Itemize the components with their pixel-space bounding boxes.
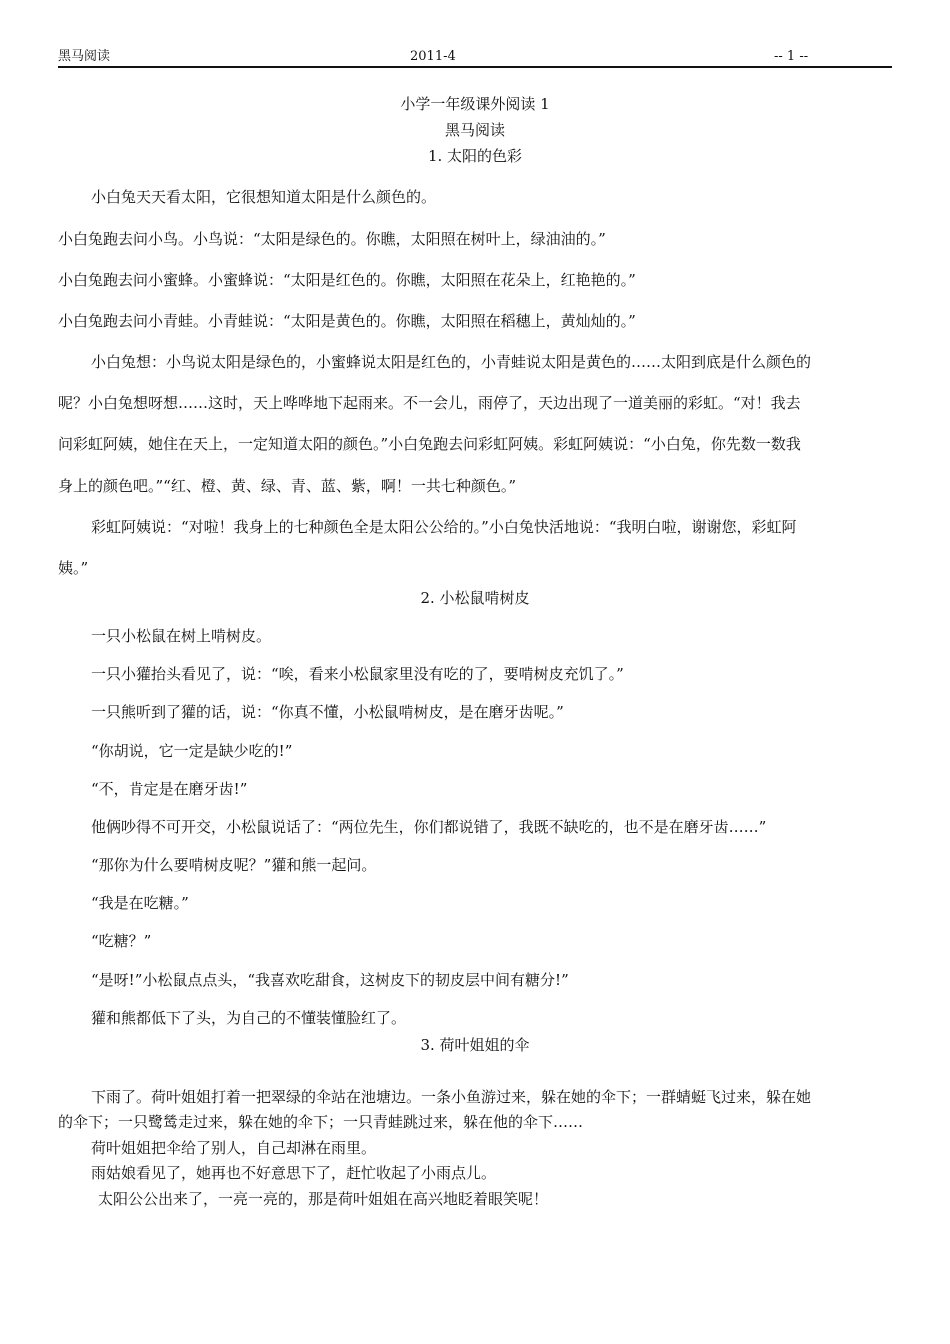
story1-paragraph: 小白兔天天看太阳，它很想知道太阳是什么颜色的。 — [91, 188, 437, 206]
story2-paragraph: “不，肯定是在磨牙齿!” — [91, 780, 248, 798]
story2-paragraph: 一只熊听到了獾的话，说：“你真不懂，小松鼠啃树皮，是在磨牙齿呢。” — [91, 703, 564, 721]
story1-paragraph: 彩虹阿姨说：“对啦！我身上的七种颜色全是太阳公公给的。”小白兔快活地说：“我明白啦，谢谢您，彩虹阿 — [91, 518, 797, 536]
story2-paragraph: “你胡说，它一定是缺少吃的!” — [91, 742, 293, 760]
story-title-2: 2. 小松鼠啃树皮 — [420, 589, 530, 607]
story1-paragraph: 呢？小白兔想呀想……这时，天上哗哗地下起雨来。不一会儿，雨停了，天边出现了一道美丽的彩虹。“对！我去 — [58, 394, 801, 412]
story1-paragraph: 小白兔跑去问小蜜蜂。小蜜蜂说：“太阳是红色的。你瞧，太阳照在花朵上，红艳艳的。” — [58, 271, 636, 289]
page-header — [58, 48, 892, 68]
header-date: 2011-4 — [410, 49, 456, 64]
document-subtitle: 黑马阅读 — [444, 121, 505, 139]
story1-paragraph: 小白兔想：小鸟说太阳是绿色的，小蜜蜂说太阳是红色的，小青蛙说太阳是黄色的……太阳到底是什么颜色的 — [91, 353, 812, 371]
story2-paragraph: 他俩吵得不可开交，小松鼠说话了：“两位先生，你们都说错了，我既不缺吃的，也不是在磨牙齿……” — [91, 818, 767, 836]
story2-paragraph: 一只小松鼠在树上啃树皮。 — [91, 627, 272, 645]
story3-paragraph: 太阳公公出来了，一亮一亮的，那是荷叶姐姐在高兴地眨着眼笑呢！ — [98, 1190, 549, 1208]
story1-paragraph: 小白兔跑去问小青蛙。小青蛙说：“太阳是黄色的。你瞧，太阳照在稻穗上，黄灿灿的。” — [58, 312, 636, 330]
header-brand: 黑马阅读 — [58, 49, 111, 64]
header-page-number: -- 1 -- — [774, 49, 809, 64]
story2-paragraph: 一只小獾抬头看见了，说：“唉，看来小松鼠家里没有吃的了，要啃树皮充饥了。” — [91, 665, 624, 683]
document-title: 小学一年级课外阅读 1 — [400, 95, 550, 113]
story2-paragraph: “我是在吃糖。” — [91, 894, 189, 912]
story1-paragraph: 姨。” — [58, 559, 89, 577]
story3-paragraph: 的伞下；一只鹭鸶走过来，躲在她的伞下；一只青蛙跳过来，躲在他的伞下…… — [58, 1113, 584, 1131]
story3-paragraph: 雨姑娘看见了，她再也不好意思下了，赶忙收起了小雨点儿。 — [91, 1164, 497, 1182]
story-title-3: 3. 荷叶姐姐的伞 — [420, 1036, 530, 1054]
story1-paragraph: 问彩虹阿姨，她住在天上，一定知道太阳的颜色。”小白兔跑去问彩虹阿姨。彩虹阿姨说：“小白兔，你先数一数我 — [58, 435, 801, 453]
story2-paragraph: “是呀!”小松鼠点点头，“我喜欢吃甜食，这树皮下的韧皮层中间有糖分!” — [91, 971, 569, 989]
story-title-1: 1. 太阳的色彩 — [427, 147, 523, 165]
story2-paragraph: “那你为什么要啃树皮呢？”獾和熊一起问。 — [91, 856, 377, 874]
story3-paragraph: 下雨了。荷叶姐姐打着一把翠绿的伞站在池塘边。一条小鱼游过来，躲在她的伞下；一群蜻蜓飞过来，躲在她 — [91, 1088, 812, 1106]
story1-paragraph: 小白兔跑去问小鸟。小鸟说：“太阳是绿色的。你瞧，太阳照在树叶上，绿油油的。” — [58, 230, 606, 248]
story2-paragraph: 獾和熊都低下了头，为自己的不懂装懂脸红了。 — [91, 1009, 407, 1027]
story3-paragraph: 荷叶姐姐把伞给了别人，自己却淋在雨里。 — [91, 1139, 377, 1157]
story1-paragraph: 身上的颜色吧。”“红、橙、黄、绿、青、蓝、紫，啊！一共七种颜色。” — [58, 477, 517, 495]
story2-paragraph: “吃糖？” — [91, 932, 152, 950]
